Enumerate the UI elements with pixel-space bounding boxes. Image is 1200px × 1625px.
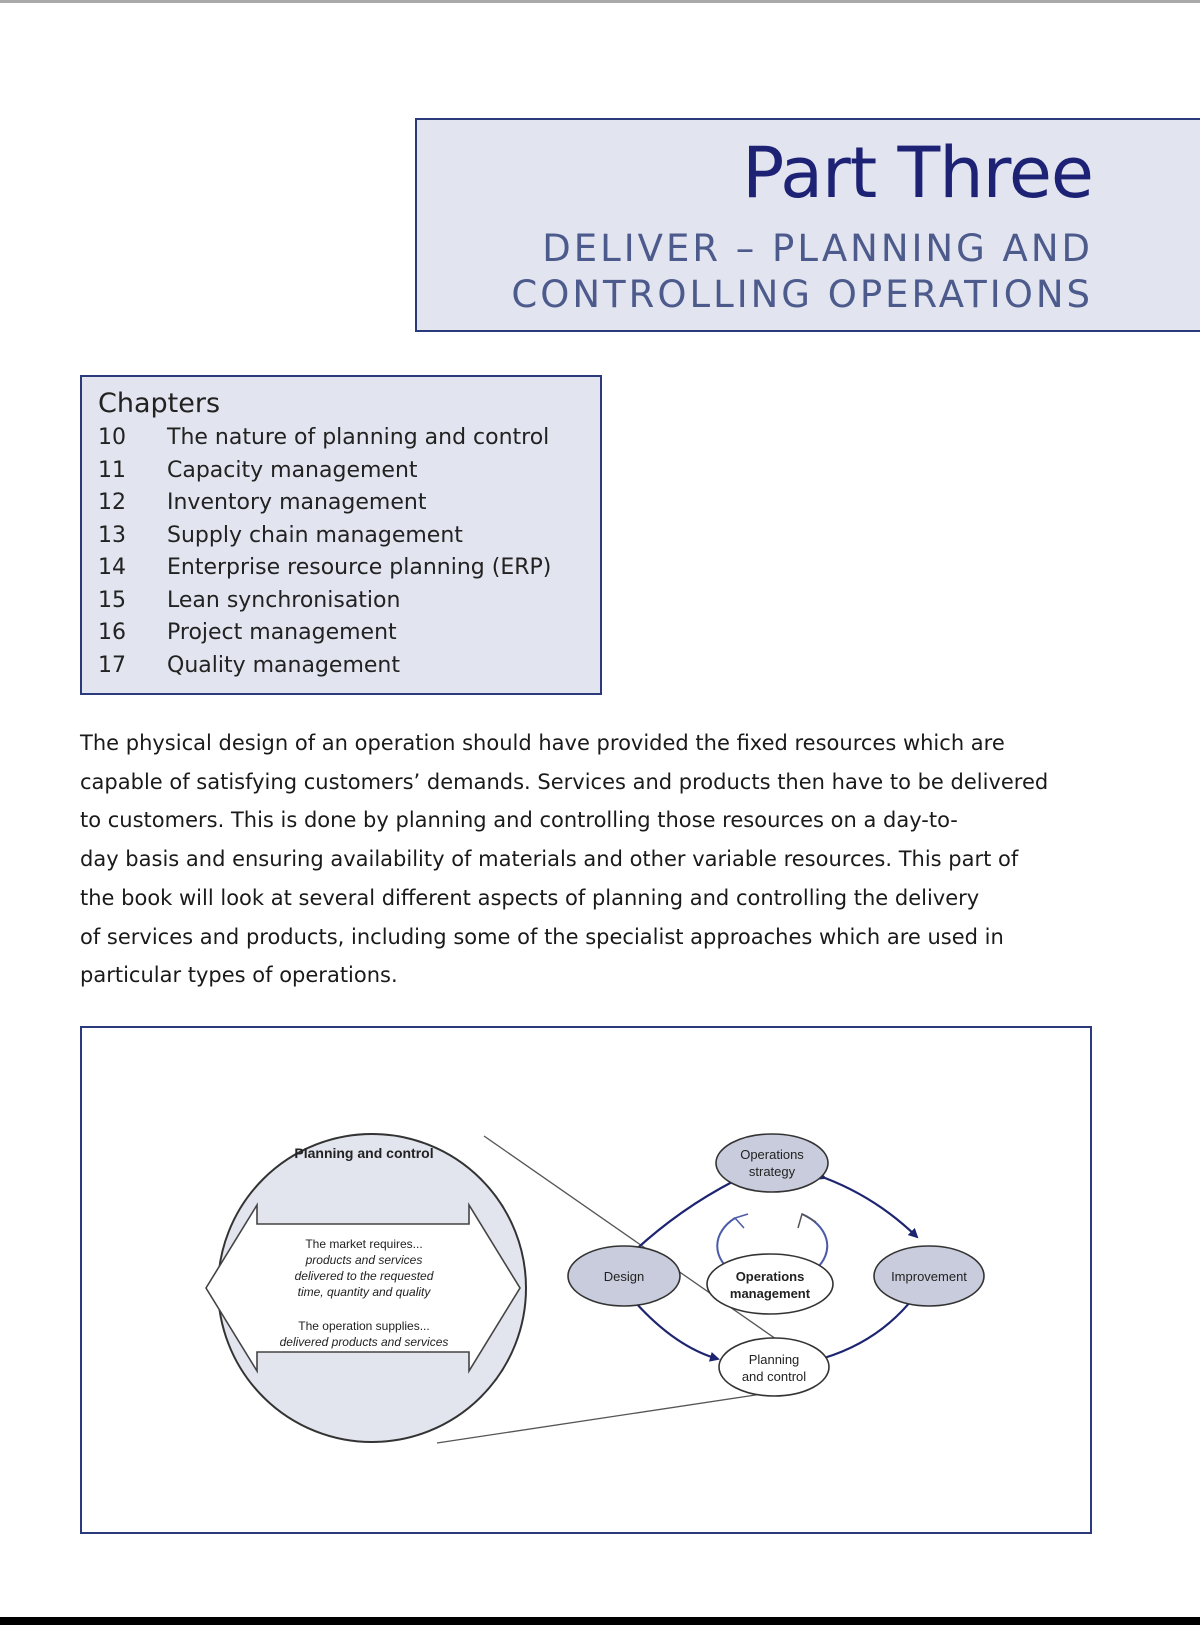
top-rule <box>0 0 1200 3</box>
part-title: Part Three <box>742 132 1093 214</box>
intro-line: of services and products, including some of the specialist approaches which are used in <box>80 924 1004 949</box>
chapter-number: 11 <box>98 457 126 483</box>
chapter-number: 17 <box>98 652 126 678</box>
chapter-title: Lean synchronisation <box>167 587 401 613</box>
intro-line: day basis and ensuring availability of materials and other variable resources. This part of <box>80 847 1019 872</box>
chapter-title: Project management <box>167 620 397 645</box>
centre-cycle-arrowhead <box>735 1214 748 1228</box>
intro-line: to customers. This is done by planning and controlling those resources on a day-to- <box>80 808 958 833</box>
node-label: Planning <box>748 1352 800 1367</box>
chapters-heading: Chapters <box>98 388 221 419</box>
chapter-number: 12 <box>98 490 126 515</box>
chapter-number: 10 <box>98 425 126 450</box>
node-label: Operations <box>735 1269 805 1284</box>
chapter-item <box>98 487 584 520</box>
intro-line: capable of satisfying customers’ demands. Services and products then have to be delivered <box>80 769 1049 794</box>
intro-paragraph <box>80 724 1100 995</box>
market-text-line: time, quantity and quality <box>297 1285 431 1299</box>
chapter-title: Inventory management <box>167 490 427 515</box>
chapter-item <box>98 455 584 488</box>
part-subtitle-line: CONTROLLING OPERATIONS <box>511 273 1093 316</box>
zoom-title: Planning and control <box>294 1145 434 1161</box>
node-operations-strategy <box>716 1134 828 1192</box>
market-text-line: The market requires... <box>305 1237 423 1251</box>
chapter-item <box>98 520 584 553</box>
part-title-panel <box>415 118 1200 332</box>
chapter-title: Quality management <box>167 652 400 678</box>
chapter-item <box>98 617 584 650</box>
operations-model-figure <box>80 1026 1092 1534</box>
market-text-line: delivered to the requested <box>294 1269 434 1283</box>
node-label: management <box>729 1286 811 1301</box>
chapter-item <box>98 650 584 683</box>
node-label: and control <box>741 1369 807 1384</box>
node-label: Improvement <box>891 1269 967 1284</box>
chapter-item <box>98 585 584 618</box>
intro-line: particular types of operations. <box>80 963 398 988</box>
chapter-item <box>98 422 584 455</box>
node-label: Design <box>603 1269 645 1284</box>
intro-line: The physical design of an operation should have provided the fixed resources which are <box>80 731 1005 755</box>
bottom-rule <box>0 1617 1200 1625</box>
node-operations-management <box>707 1254 833 1314</box>
chapter-title: The nature of planning and control <box>167 425 550 450</box>
market-text-line: products and services <box>305 1253 423 1267</box>
chapter-number: 15 <box>98 587 126 613</box>
cycle-arrow-strategy-improvement <box>825 1178 917 1237</box>
chapter-title: Supply chain management <box>167 522 463 548</box>
chapters-panel <box>80 375 602 695</box>
supply-text-line: delivered products and services <box>279 1335 449 1349</box>
operations-model-diagram <box>82 1028 1090 1532</box>
part-subtitle <box>511 226 1093 318</box>
intro-line: the book will look at several different aspects of planning and controlling the delivery <box>80 885 980 910</box>
chapter-number: 13 <box>98 522 126 548</box>
cycle-arrow-planning-to-improvement <box>824 1296 915 1358</box>
centre-cycle-arrowhead <box>798 1214 816 1228</box>
supply-text-line: The operation supplies... <box>298 1319 430 1333</box>
chapter-number: 14 <box>98 555 126 580</box>
chapter-number: 16 <box>98 620 126 645</box>
chapter-title: Capacity management <box>167 457 418 483</box>
chapter-title: Enterprise resource planning (ERP) <box>167 555 552 580</box>
zoom-connector-line <box>437 1391 782 1443</box>
node-label: Operations <box>740 1147 804 1162</box>
node-planning-and-control <box>719 1338 829 1396</box>
part-subtitle-line: DELIVER – PLANNING AND <box>542 227 1093 270</box>
chapter-item <box>98 552 584 585</box>
node-label: strategy <box>748 1164 796 1179</box>
